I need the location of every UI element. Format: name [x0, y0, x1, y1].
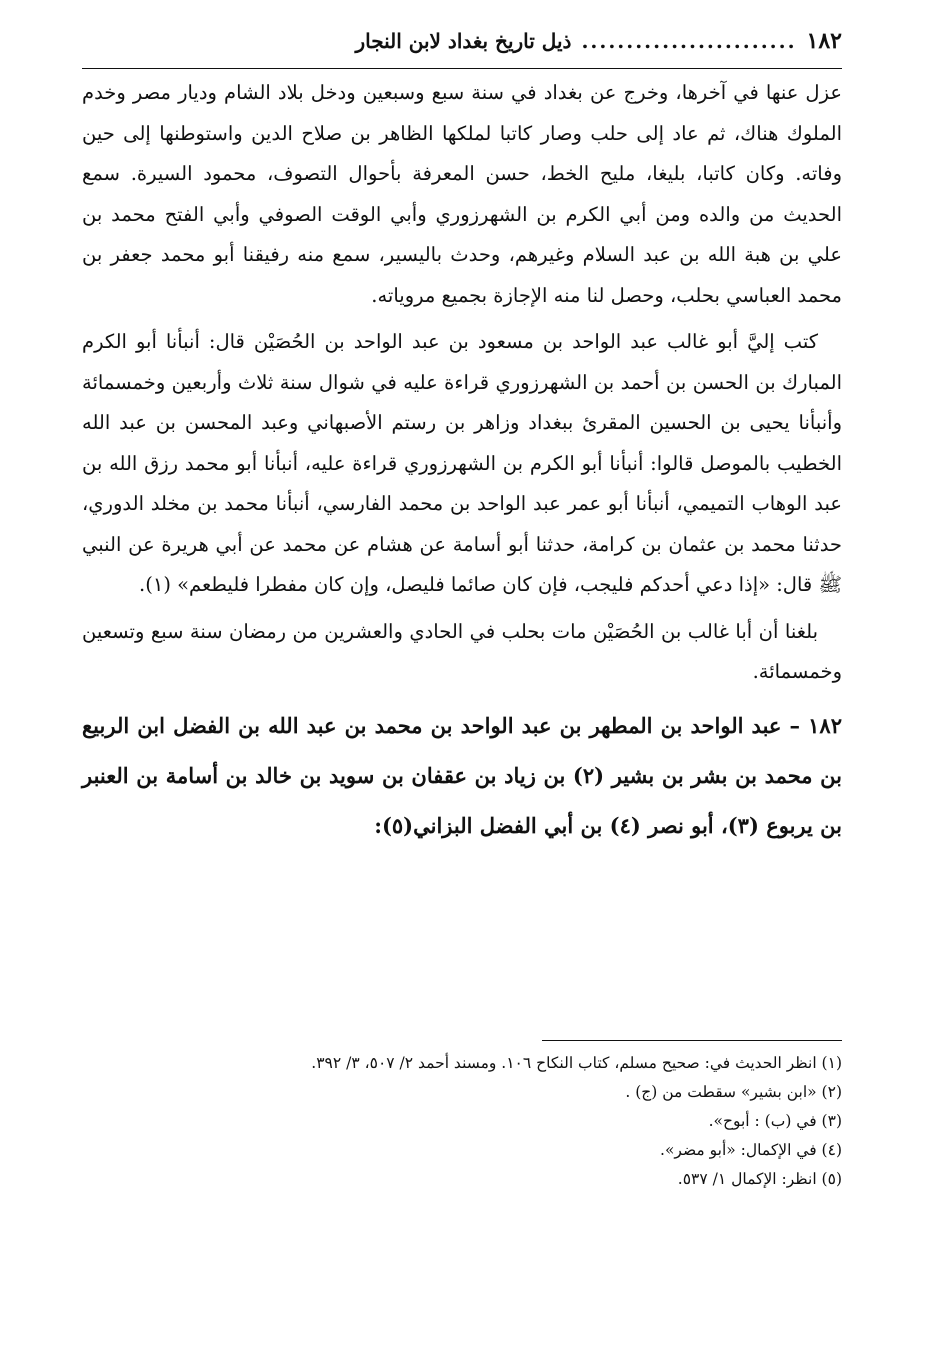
header-dots: ........................ — [581, 29, 797, 53]
running-header — [82, 28, 842, 69]
paragraph-death-note: بلغنا أن أبا غالب بن الحُصَيْن مات بحلب في الحادي والعشرين من رمضان سنة سبع وتسعين وخمسمائة. — [82, 619, 842, 683]
entry-heading: ١٨٢ – عبد الواحد بن المطهر بن عبد الواحد بن محمد بن عبد الله بن الفضل ابن الربيع بن محمد بن بشر بن بشير (٢) بن زياد بن عقفان بن سويد بن خالد بن أسامة بن العنبر بن يربوع (٣)، أبو نصر (٤) بن أبي الفضل البزاني(٥): — [82, 712, 842, 838]
paragraph-biography-continuation: عزل عنها في آخرها، وخرج عن بغداد في سنة سبع وسبعين ودخل بلاد الشام وديار مصر وخدم الملوك هناك، ثم عاد إلى حلب وصار كاتبا لملكها الظاهر بن صلاح الدين واستوطنها إلى حين وفاته. وكان كاتبا، بليغا، مليح الخط، حسن المعرفة بأحوال التصوف، محمود السيرة. سمع الحديث من والده ومن أبي الكرم بن الشهرزوري وأبي الوقت الصوفي وأبي الفتح محمد بن علي بن هبة الله بن عبد السلام وغيرهم، وحدث باليسير، سمع منه رفيقنا أبو محمد جعفر بن محمد العباسي بحلب، وحصل لنا منه الإجازة بجميع مروياته. — [82, 81, 842, 307]
footnote-2: (٢) «ابن بشير» سقطت من (ج) . — [625, 1083, 842, 1101]
page-number: ١٨٢ — [806, 28, 842, 54]
footnote-3: (٣) في (ب) : أبوح». — [708, 1112, 842, 1130]
paragraph-hadith-chain: كتب إليَّ أبو غالب عبد الواحد بن مسعود بن عبد الواحد بن الحُصَيْن قال: أنبأنا أبو الكرم المبارك بن الحسن بن أحمد بن الشهرزوري قراءة عليه في شوال سنة ثلاث وأربعين وخمسمائة وأنبأنا يحيى بن الحسين المقرئ ببغداد وزاهر بن رستم الأصبهاني وعبد المحسن بن عبد الله الخطيب بالموصل قالوا: أنبأنا أبو الكرم بن الشهرزوري قراءة عليه، أنبأنا أبو محمد رزق الله بن عبد الوهاب التميمي، أنبأنا أبو عمر عبد الواحد بن محمد الفارسي، أنبأنا محمد بن مخلد الدوري، حدثنا محمد بن عثمان بن كرامة، حدثنا أبو أسامة عن هشام عن محمد عن أبي هريرة عن النبي ﷺ قال: «إذا دعي أحدكم فليجب، فإن كان صائما فليصل، وإن كان مفطرا فليطعم» (١). — [82, 330, 842, 596]
running-title: ذيل تاريخ بغداد لابن النجار — [355, 29, 572, 53]
footnotes — [82, 1040, 842, 1194]
book-page — [82, 28, 842, 872]
footnote-1: (١) انظر الحديث في: صحيح مسلم، كتاب النكاح ١٠٦. ومسند أحمد ٢/ ٥٠٧، ٣/ ٣٩٢. — [311, 1054, 842, 1072]
footnote-5: (٥) انظر: الإكمال ١/ ٥٣٧. — [677, 1170, 842, 1188]
footnote-divider — [542, 1040, 842, 1041]
footnote-4: (٤) في الإكمال: «أبو مضر». — [660, 1141, 842, 1159]
